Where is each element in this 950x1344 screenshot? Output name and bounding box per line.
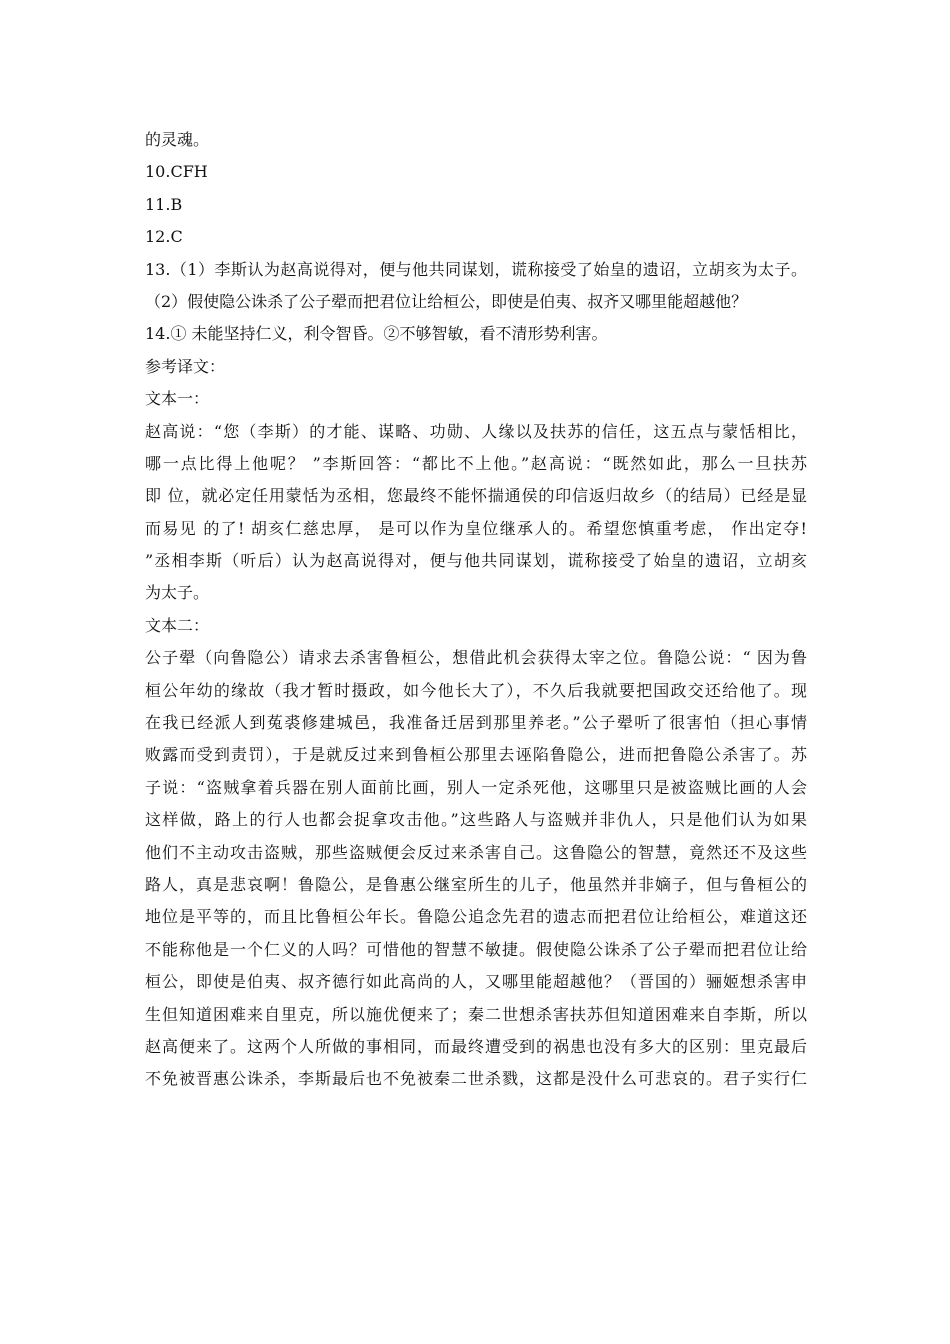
text-line: ”丞相李斯（听后）认为赵高说得对，便与他共同谋划，谎称接受了始皇的遗诏，立胡亥 (145, 551, 807, 571)
text-line: 生但知道困难来自里克，所以施优便来了；秦二世想杀害扶苏但知道困难来自李斯，所以 (145, 1004, 807, 1024)
text-line: 桓公，即使是伯夷、叔齐德行如此高尚的人，又哪里能超越他？（晋国的）骊姬想杀害申 (145, 972, 807, 992)
text-line: 文本二： (145, 615, 210, 635)
text-line: 14.① 未能坚持仁义，利令智昏。②不够智敏，看不清形势利害。 (145, 324, 608, 344)
text-line: 败露而受到责罚），于是就反过来到鲁桓公那里去诬陷鲁隐公，进而把鲁隐公杀害了。苏 (145, 745, 807, 765)
text-line: 为太子。 (145, 583, 210, 603)
text-line: 哪一点比得上他呢？ ”李斯回答：“都比不上他。”赵高说：“既然如此，那么一旦扶苏 (145, 453, 807, 473)
document-page (145, 124, 807, 1096)
text-line: 12.C (145, 227, 183, 247)
text-line: 桓公年幼的缘故（我才暂时摄政，如今他长大了），不久后我就要把国政交还给他了。现 (145, 680, 807, 700)
text-line: 他们不主动攻击盗贼，那些盗贼便会反过来杀害自己。这鲁隐公的智慧，竟然还不及这些 (145, 842, 807, 862)
text-line: 的灵魂。 (145, 130, 210, 149)
text-line: 不免被晋惠公诛杀，李斯最后也不免被秦二世杀戮，这都是没什么可悲哀的。君子实行仁 (145, 1069, 807, 1089)
text-line: 10.CFH (145, 162, 208, 182)
text-line: 不能称他是一个仁义的人吗？可惜他的智慧不敏捷。假使隐公诛杀了公子翚而把君位让给 (145, 939, 807, 959)
text-line: 13.（1）李斯认为赵高说得对，便与他共同谋划，谎称接受了始皇的遗诏，立胡亥为太子。 (145, 259, 807, 279)
text-line: 公子翚（向鲁隐公）请求去杀害鲁桓公，想借此机会获得太宰之位。鲁隐公说：“ 因为鲁 (145, 648, 807, 668)
text-line: 文本一： (145, 389, 210, 409)
text-line: 赵高说：“您（李斯）的才能、谋略、功勋、人缘以及扶苏的信任，这五点与蒙恬相比， (145, 421, 807, 441)
text-line: 子说：“盗贼拿着兵器在别人面前比画，别人一定杀死他，这哪里只是被盗贼比画的人会 (145, 777, 807, 797)
text-line: 路人，真是悲哀啊！鲁隐公，是鲁惠公继室所生的儿子，他虽然并非嫡子，但与鲁桓公的 (145, 874, 807, 894)
text-line: 而易见 的了! 胡亥仁慈忠厚， 是可以作为皇位继承人的。希望您慎重考虑， 作出定夺! (145, 518, 807, 538)
text-line: 这样做，路上的行人也都会捉拿攻击他。”这些路人与盗贼并非仇人，只是他们认为如果 (145, 810, 807, 830)
text-line: 即 位，就必定任用蒙恬为丞相，您最终不能怀揣通侯的印信返归故乡（的结局）已经是显 (145, 486, 807, 506)
text-line: 在我已经派人到菟裘修建城邑，我准备迁居到那里养老。”公子翚听了很害怕（担心事情 (145, 713, 807, 733)
text-line: 地位是平等的，而且比鲁桓公年长。鲁隐公追念先君的遗志而把君位让给桓公，难道这还 (145, 907, 807, 927)
text-line: （2）假使隐公诛杀了公子翚而把君位让给桓公，即使是伯夷、叔齐又哪里能超越他？ (145, 291, 748, 311)
text-line: 11.B (145, 194, 183, 214)
text-line: 赵高便来了。这两个人所做的事相同，而最终遭受到的祸患也没有多大的区别：里克最后 (145, 1036, 807, 1056)
text-line: 参考译文： (145, 356, 226, 376)
